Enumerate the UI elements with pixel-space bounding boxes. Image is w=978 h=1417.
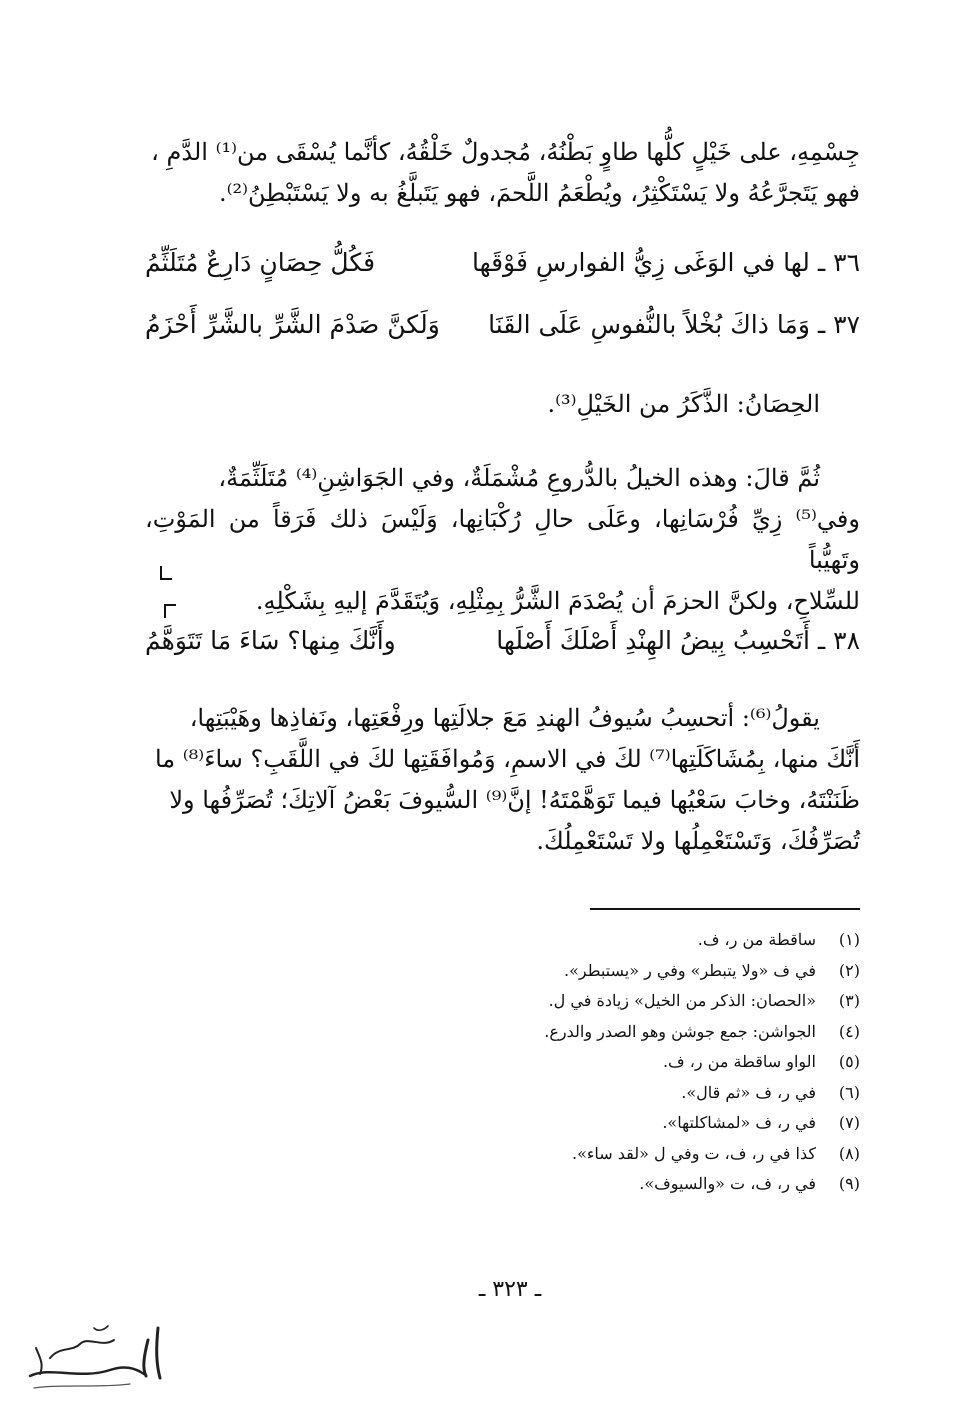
footnote-text: كذا في ر، ف، ت وفي ل «لقد ساء». bbox=[571, 1143, 816, 1163]
footnote bbox=[340, 925, 860, 956]
verse-number: ٣٧ ـ bbox=[817, 310, 860, 339]
commentary-line: أَنَّكَ منها، بِمُشَاكَلَتِها⁽⁷⁾ لكَ في الاسمِ، وَمُوافَقَتِها لكَ في اللَّقَبِ؟ ساءَ⁽⁸⁾ ما bbox=[154, 745, 860, 773]
verse-hemistich-second: وَلَكنَّ صَدْمَ الشَّرِّ بالشَّرِّ أَحْزَمُ bbox=[145, 310, 440, 339]
footnote bbox=[340, 1139, 860, 1170]
footnote-number: (٨) bbox=[838, 1143, 860, 1163]
page-number: ـ ٣٢٣ ـ bbox=[478, 1277, 542, 1302]
footnote-number: (٢) bbox=[838, 960, 860, 980]
footnote-separator bbox=[590, 908, 860, 910]
verse-36 bbox=[145, 244, 860, 306]
intro-line: جِسْمِهِ، على خَيْلٍ كلُّها طاوٍ بَطْنُهُ، مُجدولٌ خَلْقُهُ، كأنَّما يُسْقَى من⁽¹⁾ الدَّمِ ، bbox=[151, 138, 860, 166]
commentary-line: ظَنَنْتَهُ، وخابَ سَعْيُها فيما تَوَهَّمْتَهُ! إنَّ⁽⁹⁾ السُّيوفَ بَعْضُ آلاتِكَ؛ تُصَرِّفُها ولا bbox=[169, 786, 860, 814]
gloss bbox=[145, 384, 860, 424]
commentary-line: يقولُ⁽⁶⁾: أتحسِبُ سُيوفُ الهندِ مَعَ جلالَتِها ورِفْعَتِها، ونَفاذِها وهَيْبَتِها، bbox=[189, 704, 820, 732]
footnote bbox=[340, 1017, 860, 1048]
intro-line: فهو يَتَجرَّعُهُ ولا يَسْتَكْثِرُ، ويُطْعَمُ اللَّحمَ، فهو يَتَبلَّغُ به ولا يَسْتَبْطِنُ⁽²⁾. bbox=[218, 179, 860, 207]
footnote bbox=[340, 1078, 860, 1109]
footnote-number: (٩) bbox=[838, 1174, 860, 1193]
footnote-text: الجواشن: جمع جوشن وهو الصدر والدرع. bbox=[544, 1021, 816, 1041]
bracket-mark-end bbox=[160, 566, 172, 580]
verse-hemistich-first: لها في الوَغَى زِيُّ الفوارسِ فَوْقَها bbox=[471, 248, 810, 277]
footnote-number: (٦) bbox=[838, 1082, 860, 1102]
intro-paragraph bbox=[145, 132, 860, 214]
verse-hemistich-second: وأَنَّكَ مِنها؟ سَاءَ مَا تَتَوَهَّمُ bbox=[145, 626, 396, 655]
footnote bbox=[340, 986, 860, 1017]
footnote-number: (٧) bbox=[838, 1113, 860, 1132]
commentary-paragraph-1 bbox=[145, 458, 860, 622]
commentary-paragraph-2 bbox=[145, 698, 860, 862]
footnote-text: في ر، ف «لمشاكلتها». bbox=[662, 1113, 816, 1132]
verses-36-37 bbox=[145, 244, 860, 368]
commentary-line: تُصَرِّفُكَ، وَتَسْتَعْمِلُها ولا تَسْتَعْمِلُكَ. bbox=[536, 827, 860, 855]
footnote-number: (٤) bbox=[838, 1021, 860, 1041]
verse-number: ٣٨ ـ bbox=[817, 626, 860, 655]
verse-number: ٣٦ ـ bbox=[817, 248, 860, 277]
verse-hemistich-second: فَكُلُّ حِصَانٍ دَارِعٌ مُتَلَثِّمُ bbox=[145, 248, 376, 277]
footnote-text: في ر، ف «ثم قال». bbox=[681, 1082, 816, 1102]
bracket-mark-start bbox=[164, 604, 176, 618]
commentary-line: للسِّلاحِ، ولكنَّ الحزمَ أن يُصْدَمَ الشَّرُّ بِمِثْلِهِ، وَيُتَقَدَّمَ إليهِ بِشَكْلِهِ. bbox=[255, 587, 860, 615]
footnote-text: ساقطة من ر، ف. bbox=[697, 930, 816, 949]
footnote-text: في ف «ولا يتبطر» وفي ر «يستبطر». bbox=[563, 960, 816, 980]
verse-hemistich-first: وَمَا ذاكَ بُخْلاً بالنُّفوسِ عَلَى القَنَا bbox=[488, 310, 810, 339]
footnote bbox=[340, 956, 860, 987]
footnote-text: الواو ساقطة من ر، ف. bbox=[662, 1052, 816, 1071]
verse-38-block bbox=[145, 622, 860, 684]
footnote-text: «الحصان: الذكر من الخيل» زيادة في ل. bbox=[548, 991, 816, 1010]
calligraphy-stamp-logo bbox=[10, 1318, 170, 1398]
verse-38 bbox=[145, 622, 860, 684]
verse-hemistich-first: أَتَحْسِبُ بِيضُ الهِنْدِ أَصْلَكَ أَصْلَها bbox=[496, 626, 810, 655]
footnote bbox=[340, 1108, 860, 1139]
footnote-text: في ر، ف، ت «والسيوف». bbox=[639, 1174, 816, 1193]
footnote bbox=[340, 1047, 860, 1078]
footnotes bbox=[340, 925, 860, 1200]
footnote bbox=[340, 1169, 860, 1200]
footnote-number: (١) bbox=[838, 930, 860, 949]
gloss-text: الحِصَانُ: الذَّكَرُ من الخَيْلِ⁽³⁾. bbox=[547, 390, 820, 418]
footnote-number: (٥) bbox=[838, 1052, 860, 1071]
commentary-line: وفي⁽⁵⁾ زِيِّ فُرْسَانِها، وعَلَى حالِ رُكْبَانِها، وَلَيْسَ ذلك فَرَقاً من المَوْتِ، وتَهيُّباً bbox=[145, 505, 860, 574]
commentary-line: ثُمَّ قالَ: وهذه الخيلُ بالدُّروعِ مُشْمَلَةٌ، وفي الجَوَاشِنِ⁽⁴⁾ مُتَلَثِّمَةٌ، bbox=[218, 464, 820, 492]
verse-37 bbox=[145, 306, 860, 368]
footnote-number: (٣) bbox=[838, 991, 860, 1010]
